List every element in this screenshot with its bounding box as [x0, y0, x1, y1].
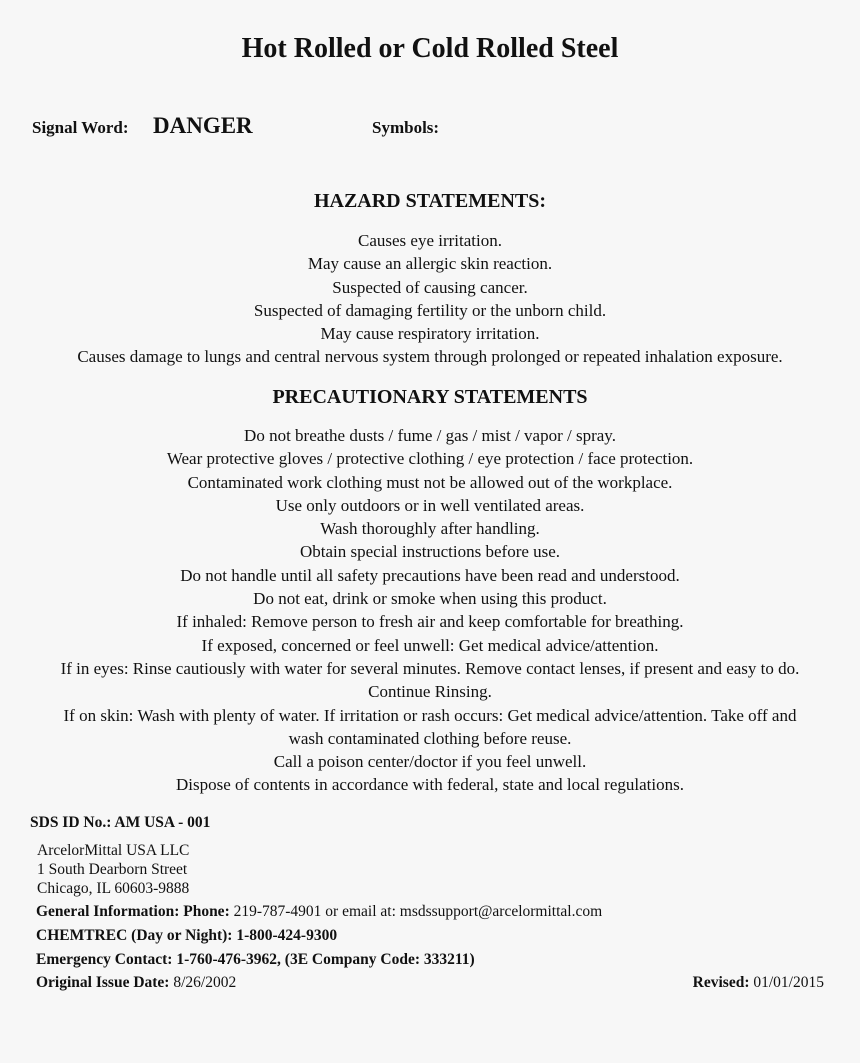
precautionary-statement: If inhaled: Remove person to fresh air and keep comfortable for breathing. — [176, 612, 684, 632]
chemtrec-contact: CHEMTREC (Day or Night): 1-800-424-9300 — [36, 927, 338, 944]
hazard-statement: May cause respiratory irritation. — [320, 324, 540, 344]
general-information — [36, 903, 602, 921]
precautionary-statement: Call a poison center/doctor if you feel unwell. — [273, 752, 587, 772]
document-title: Hot Rolled or Cold Rolled Steel — [241, 33, 619, 64]
emergency-contact: Emergency Contact: 1-760-476-3962, (3E Company Code: 333211) — [36, 951, 475, 968]
original-issue-date — [36, 974, 236, 992]
precautionary-statement: Contaminated work clothing must not be allowed out of the workplace. — [187, 472, 673, 492]
general-information-label: General Information: Phone: — [36, 903, 230, 920]
precautionary-statement: Obtain special instructions before use. — [299, 542, 561, 562]
precautionary-statement: Use only outdoors or in well ventilated areas. — [275, 495, 585, 515]
revised-date — [693, 974, 824, 992]
street-address: 1 South Dearborn Street — [37, 861, 188, 878]
sds-id: SDS ID No.: AM USA - 001 — [30, 814, 211, 831]
precautionary-statement: Do not breathe dusts / fume / gas / mist / vapor / spray. — [244, 426, 616, 445]
signal-word-value: DANGER — [153, 113, 253, 138]
precautionary-statement: Do not eat, drink or smoke when using this product. — [253, 589, 607, 609]
precautionary-statement: If exposed, concerned or feel unwell: Get medical advice/attention. — [201, 635, 659, 655]
hazard-statement: May cause an allergic skin reaction. — [307, 254, 553, 274]
hazard-statement: Causes damage to lungs and central nervous system through prolonged or repeated inhalation exposure. — [77, 347, 783, 367]
original-issue-label: Original Issue Date: — [36, 974, 170, 991]
revised-label: Revised: — [692, 974, 750, 991]
precautionary-statement: Wash thoroughly after handling. — [320, 519, 540, 539]
precautionary-statement: Dispose of contents in accordance with federal, state and local regulations. — [176, 775, 684, 795]
precautionary-statement: Continue Rinsing. — [368, 682, 492, 702]
hazard-statement: Causes eye irritation. — [358, 231, 502, 250]
symbols-label: Symbols: — [372, 118, 440, 137]
company-name: ArcelorMittal USA LLC — [37, 842, 190, 859]
original-issue-value: 8/26/2002 — [169, 974, 237, 991]
precautionary-statements-heading: PRECAUTIONARY STATEMENTS — [272, 386, 588, 408]
general-information-value: 219-787-4901 or email at: msdssupport@arcelormittal.com — [229, 903, 603, 920]
company-address — [37, 841, 189, 898]
signal-word-label: Signal Word: — [32, 118, 129, 137]
hazard-statements-heading: HAZARD STATEMENTS: — [313, 190, 547, 212]
hazard-statements-list — [20, 229, 840, 369]
precautionary-statement: If on skin: Wash with plenty of water. If irritation or rash occurs: Get medical advice/attention. Take off and — [63, 705, 797, 725]
precautionary-statement: Do not handle until all safety precautions have been read and understood. — [180, 565, 680, 585]
revised-value: 01/01/2015 — [749, 974, 824, 991]
precautionary-statements-list — [20, 424, 840, 797]
precautionary-statement: If in eyes: Rinse cautiously with water for several minutes. Remove contact lenses, if present and easy to do. — [60, 658, 800, 678]
hazard-statement: Suspected of damaging fertility or the unborn child. — [253, 300, 607, 320]
hazard-statement: Suspected of causing cancer. — [332, 277, 528, 297]
precautionary-statement: wash contaminated clothing before reuse. — [288, 728, 572, 748]
city-state-zip: Chicago, IL 60603-9888 — [37, 880, 190, 897]
precautionary-statement: Wear protective gloves / protective clothing / eye protection / face protection. — [166, 449, 694, 469]
